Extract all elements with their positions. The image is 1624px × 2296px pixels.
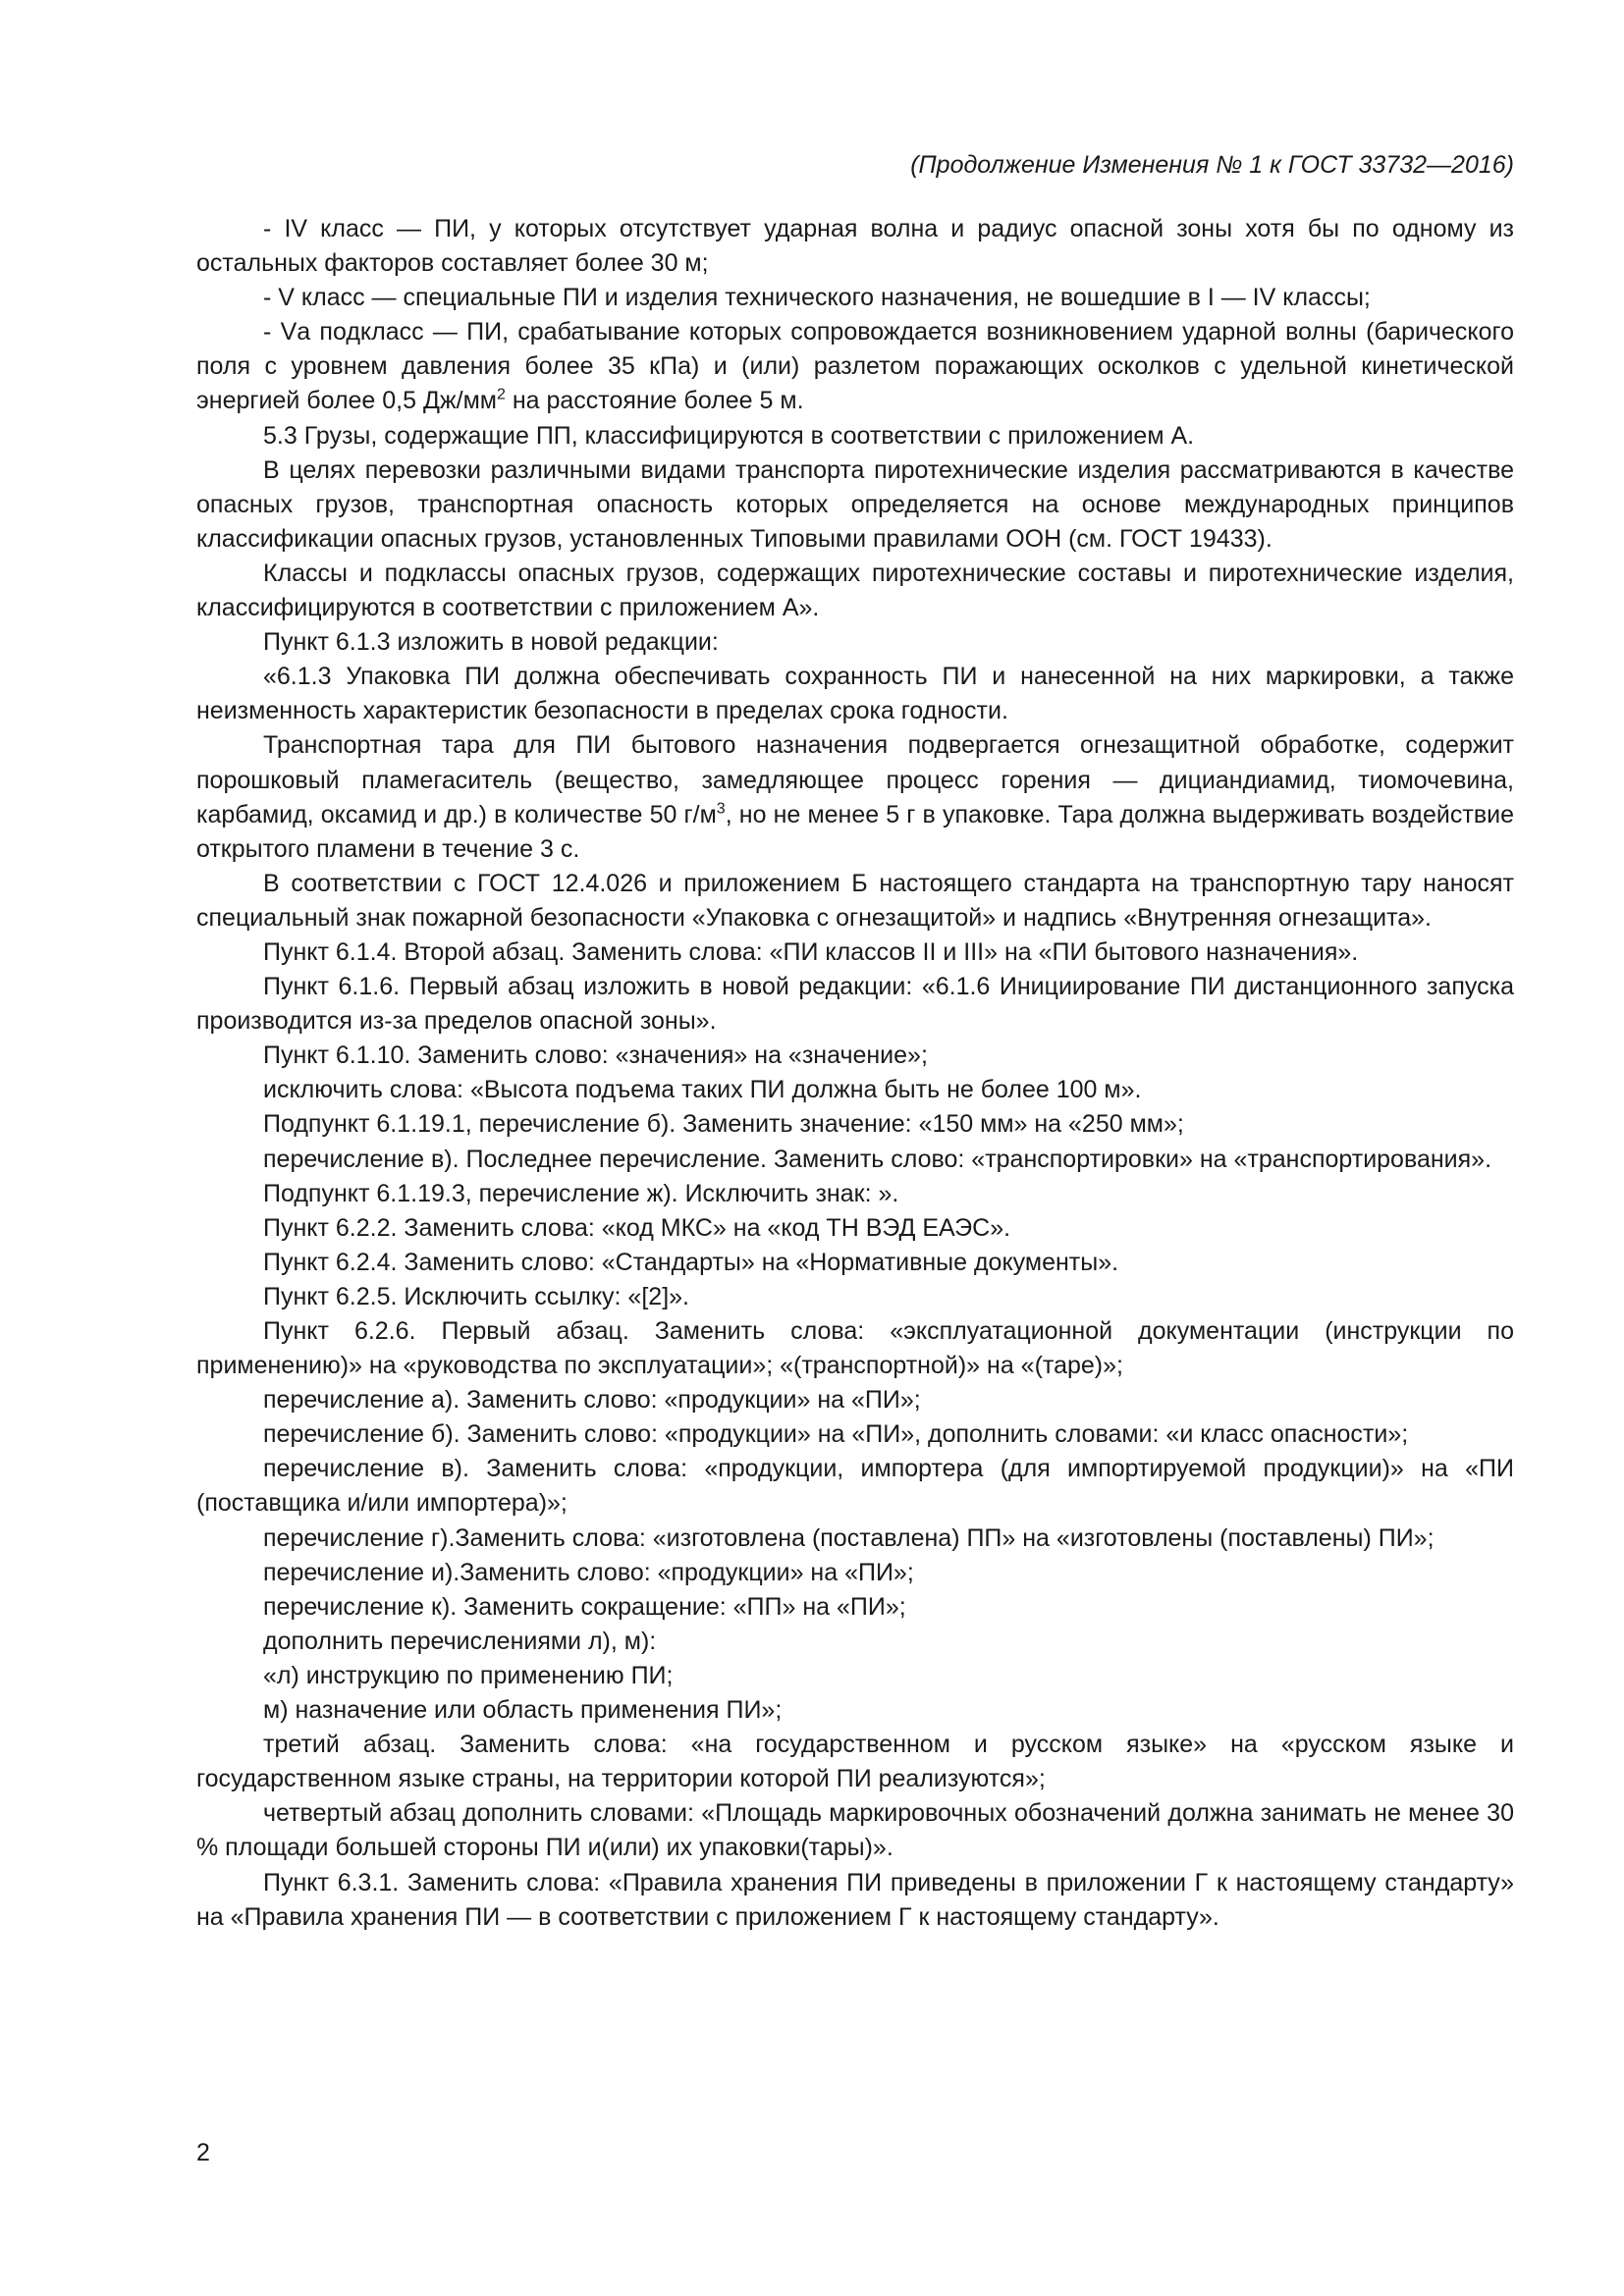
paragraph: Подпункт 6.1.19.1, перечисление б). Заменить значение: «150 мм» на «250 мм»; <box>263 1110 1184 1139</box>
paragraph: Пункт 6.2.4. Заменить слово: «Стандарты» на «Нормативные документы». <box>263 1248 1119 1276</box>
paragraph: перечисление б). Заменить слово: «продукции» на «ПИ», дополнить словами: «и класс опасности»; <box>263 1420 1409 1449</box>
continuation-header: (Продолжение Изменения № 1 к ГОСТ 33732—2016) <box>910 151 1514 179</box>
paragraph: В целях перевозки различными видами транспорта пиротехнические изделия рассматриваются в качестве опасных грузов, транспортная опасность которых определяется на основе международных принципов классификации опасных грузов, установленных Типовыми правилами ООН (см. ГОСТ 19433). <box>196 455 1514 553</box>
paragraph: перечисление г).Заменить слова: «изготовлена (поставлена) ПП» на «изготовлены (поставлены) ПИ»; <box>263 1523 1435 1552</box>
paragraph: четвертый абзац дополнить словами: «Площадь маркировочных обозначений должна занимать не менее 30 % площади большей стороны ПИ и(или) их упаковки(тары)». <box>196 1799 1514 1862</box>
paragraph: перечисление и).Заменить слово: «продукции» на «ПИ»; <box>263 1558 914 1586</box>
page-number: 2 <box>196 2139 210 2166</box>
paragraph: перечисление в). Последнее перечисление. Заменить слово: «транспортировки» на «транспортирования». <box>263 1145 1492 1173</box>
paragraph <box>196 728 1514 866</box>
paragraph-tail: на расстояние более 5 м. <box>505 387 804 415</box>
document-page <box>196 147 1514 1935</box>
paragraph-text: Транспортная тара для ПИ бытового назначения подвергается огнезащитной обработке, содержит порошковый пламегаситель (вещество, замедляющее процесс горения — дициандиамид, тиомочевина, карбамид, оксамид и др.) в количестве 50 г/м <box>196 731 1514 828</box>
paragraph: 5.3 Грузы, содержащие ПП, классифицируются в соответствии с приложением А. <box>263 421 1195 450</box>
paragraph: м) назначение или область применения ПИ»; <box>263 1696 783 1725</box>
paragraph: Пункт 6.2.5. Исключить ссылку: «[2]». <box>263 1282 689 1310</box>
paragraph: «6.1.3 Упаковка ПИ должна обеспечивать сохранность ПИ и нанесенной на них маркировки, а также неизменность характеристик безопасности в пределах срока годности. <box>196 663 1514 725</box>
superscript: 3 <box>716 800 726 818</box>
paragraph: дополнить перечислениями л), м): <box>263 1627 657 1655</box>
document-body <box>196 212 1514 1935</box>
paragraph: В соответствии с ГОСТ 12.4.026 и приложением Б настоящего стандарта на транспортную тару наносят специальный знак пожарной безопасности «Упаковка с огнезащитой» и надпись «Внутренняя огнезащита». <box>196 869 1514 932</box>
paragraph: перечисление в). Заменить слова: «продукции, импортера (для импортируемой продукции)» на «ПИ (поставщика и/или импортера)»; <box>196 1455 1514 1518</box>
paragraph: Пункт 6.1.3 изложить в новой редакции: <box>263 628 719 657</box>
paragraph: перечисление к). Заменить сокращение: «ПП» на «ПИ»; <box>263 1592 906 1621</box>
paragraph: третий абзац. Заменить слова: «на государственном и русском языке» на «русском языке и государственном языке страны, на территории которой ПИ реализуются»; <box>196 1731 1514 1793</box>
paragraph: Классы и подклассы опасных грузов, содержащих пиротехнические составы и пиротехнические изделия, классифицируются в соответствии с приложением А». <box>196 559 1514 622</box>
paragraph <box>196 315 1514 418</box>
paragraph-text: - Vа подкласс — ПИ, срабатывание которых сопровождается возникновением ударной волны (барического поля с уровнем давления более 35 кПа) и (или) разлетом поражающих осколков с удельной кинетической энергией более 0,5 Дж/мм <box>196 318 1514 415</box>
paragraph: Пункт 6.1.6. Первый абзац изложить в новой редакции: «6.1.6 Инициирование ПИ дистанционного запуска производится из-за пределов опасной зоны». <box>196 973 1514 1036</box>
paragraph: Подпункт 6.1.19.3, перечисление ж). Исключить знак: ». <box>263 1179 899 1207</box>
paragraph: Пункт 6.1.4. Второй абзац. Заменить слова: «ПИ классов II и III» на «ПИ бытового назначения». <box>263 937 1359 966</box>
superscript: 2 <box>496 387 506 404</box>
paragraph: исключить слова: «Высота подъема таких ПИ должна быть не более 100 м». <box>263 1076 1142 1104</box>
paragraph: - V класс — специальные ПИ и изделия технического назначения, не вошедшие в I — IV классы; <box>263 284 1371 312</box>
paragraph: «л) инструкцию по применению ПИ; <box>263 1661 674 1689</box>
paragraph: перечисление а). Заменить слово: «продукции» на «ПИ»; <box>263 1386 921 1415</box>
paragraph: Пункт 6.2.6. Первый абзац. Заменить слова: «эксплуатационной документации (инструкции по применению)» на «руководства по эксплуатации»; «(транспортной)» на «(таре)»; <box>196 1317 1514 1380</box>
paragraph: - IV класс — ПИ, у которых отсутствует ударная волна и радиус опасной зоны хотя бы по одному из остальных факторов составляет более 30 м; <box>196 215 1514 278</box>
paragraph: Пункт 6.2.2. Заменить слова: «код МКС» на «код ТН ВЭД ЕАЭС». <box>263 1213 1011 1242</box>
paragraph-tail: , но не менее 5 г в упаковке. Тара должна выдерживать воздействие открытого пламени в течение 3 с. <box>196 800 1514 863</box>
paragraph: Пункт 6.3.1. Заменить слова: «Правила хранения ПИ приведены в приложении Г к настоящему стандарту» на «Правила хранения ПИ — в соответствии с приложением Г к настоящему стандарту». <box>196 1868 1514 1931</box>
paragraph: Пункт 6.1.10. Заменить слово: «значения» на «значение»; <box>263 1041 928 1070</box>
